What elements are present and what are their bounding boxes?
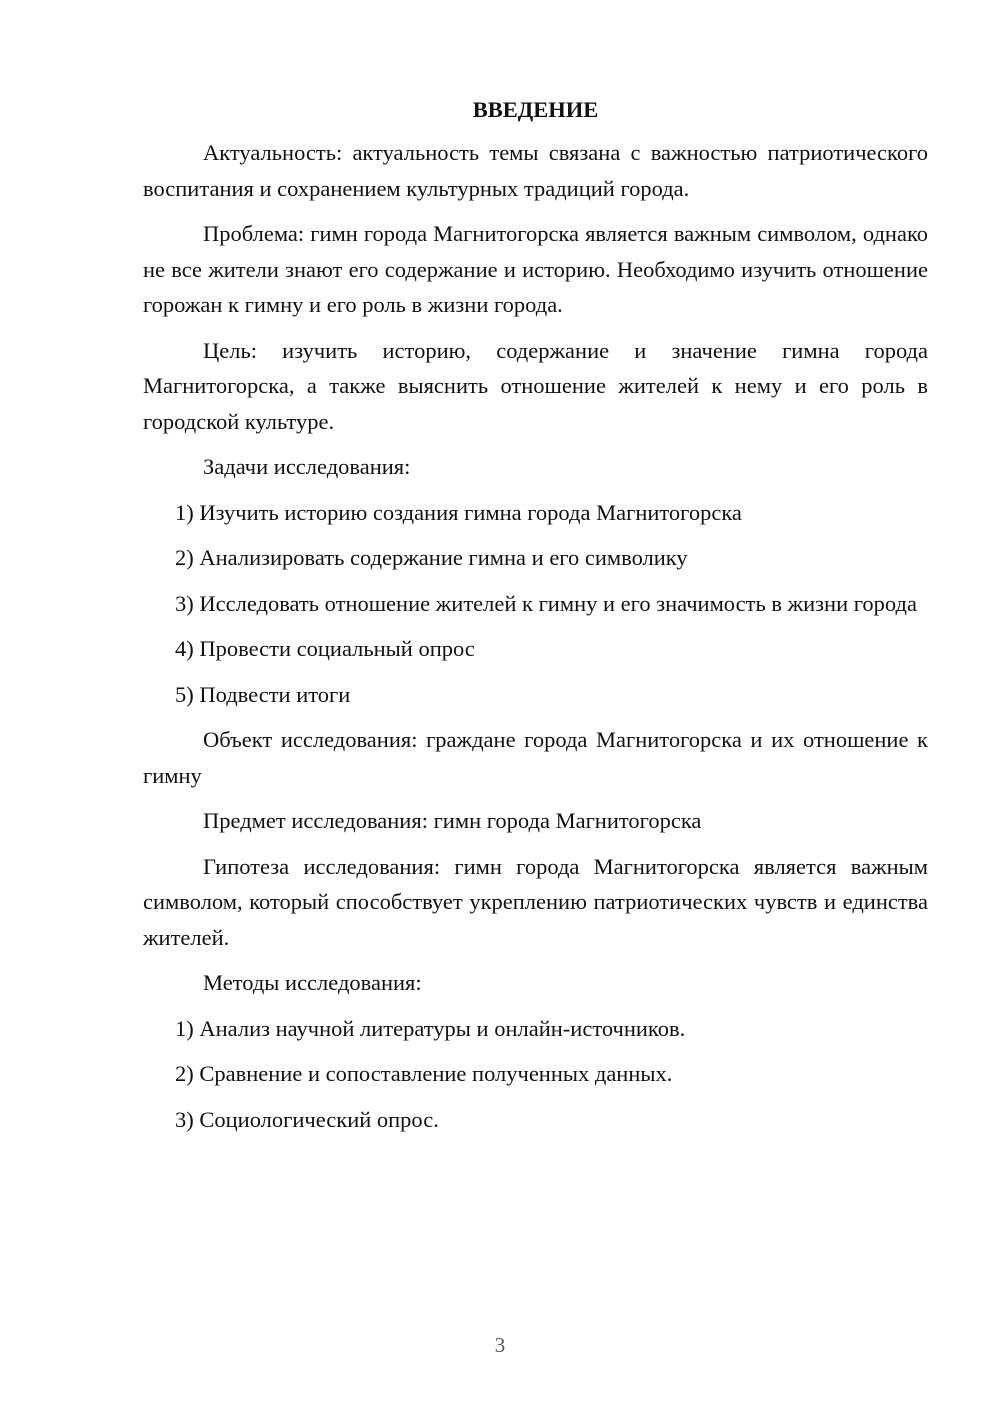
actuality-paragraph: Актуальность: актуальность темы связана с важностью патриотического воспитания и сохранением культурных традиций города. <box>143 140 928 201</box>
method-item: 1) Анализ научной литературы и онлайн-источников. <box>175 1015 686 1041</box>
method-item: 2) Сравнение и сопоставление полученных данных. <box>175 1061 673 1086</box>
task-item: 5) Подвести итоги <box>175 681 351 707</box>
task-item: 4) Провести социальный опрос <box>175 636 475 661</box>
section-heading: ВВЕДЕНИЕ <box>472 97 599 122</box>
tasks-title: Задачи исследования: <box>203 454 411 479</box>
page-number: 3 <box>494 1333 506 1357</box>
task-item: 1) Изучить историю создания гимна города Магнитогорска <box>175 499 742 525</box>
task-item: 3) Исследовать отношение жителей к гимну и его значимость в жизни города <box>175 590 917 616</box>
goal-paragraph: Цель: изучить историю, содержание и значение гимна города Магнитогорска, а также выяснить отношение жителей к нему и его роль в городской культуре. <box>143 337 928 434</box>
document-body <box>143 95 928 1147</box>
hypothesis-paragraph: Гипотеза исследования: гимн города Магнитогорска является важным символом, который способствует укреплению патриотических чувств и единства жителей. <box>143 853 928 950</box>
methods-title: Методы исследования: <box>203 970 422 995</box>
subject-paragraph: Предмет исследования: гимн города Магнитогорска <box>203 808 702 833</box>
task-item: 2) Анализировать содержание гимна и его символику <box>175 545 688 570</box>
method-item: 3) Социологический опрос. <box>175 1106 439 1132</box>
problem-paragraph: Проблема: гимн города Магнитогорска является важным символом, однако не все жители знают его содержание и историю. Необходимо изучить отношение горожан к гимну и его роль в жизни города. <box>143 221 928 317</box>
object-paragraph: Объект исследования: граждане города Магнитогорска и их отношение к гимну <box>143 727 928 788</box>
